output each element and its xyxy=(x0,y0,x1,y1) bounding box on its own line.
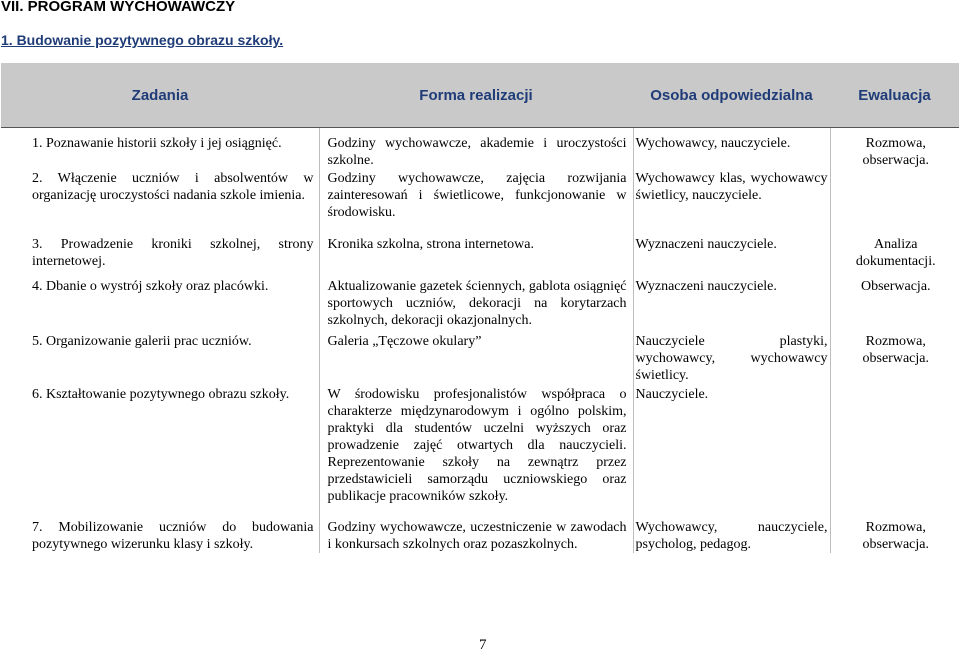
document-title: VII. PROGRAM WYCHOWAWCZY xyxy=(1,0,236,15)
form-cell: W środowisku profesjonalistów współpraca o charakterze międzynarodowym i ogólno polskim, praktyki dla studentów uczelni wyższych oraz prowadzenie zajęć otwartych dla nauczycieli. Reprezentowanie szkoły na zewnątrz przez przedstawicieli samorządu uczniowskiego oraz publikacje pracowników szkoły. xyxy=(319,386,633,519)
form-cell: Aktualizowanie gazetek ściennych, gablota osiągnięć sportowych uczniów, dekoracji na korytarzach szkolnych, dekoracji okazjonalnych. xyxy=(319,278,633,333)
evaluation-cell: Analiza dokumentacji. xyxy=(830,236,959,278)
task-cell: 1. Poznawanie historii szkoły i jej osiągnięć. xyxy=(32,136,282,151)
task-cell: 4. Dbanie o wystrój szkoły oraz placówki. xyxy=(32,279,269,294)
table-row xyxy=(1,128,959,170)
table-header-row xyxy=(1,63,959,128)
form-cell: Godziny wychowawcze, zajęcia rozwijania zainteresowań i świetlicowe, funkcjonowanie w środowisku. xyxy=(319,169,633,236)
table-row xyxy=(1,169,959,236)
evaluation-cell: Rozmowa, obserwacja. xyxy=(830,333,959,386)
form-cell: Godziny wychowawcze, akademie i uroczystości szkolne. xyxy=(319,128,633,170)
column-header-form: Forma realizacji xyxy=(319,63,633,128)
section-subtitle: 1. Budowanie pozytywnego obrazu szkoły. xyxy=(1,32,284,48)
task-cell: 2. Włączenie uczniów i absolwentów w organizację uroczystości nadania szkole imienia. xyxy=(32,171,314,203)
evaluation-cell xyxy=(830,169,959,236)
program-table xyxy=(1,63,959,553)
column-header-tasks: Zadania xyxy=(1,63,319,128)
task-cell: 6. Kształtowanie pozytywnego obrazu szkoły. xyxy=(32,387,290,402)
task-cell: 3. Prowadzenie kroniki szkolnej, strony internetowej. xyxy=(32,237,314,269)
table-row xyxy=(1,386,959,519)
person-cell: Wychowawcy, nauczyciele. xyxy=(633,128,830,170)
table-row xyxy=(1,333,959,386)
person-cell: Wyznaczeni nauczyciele. xyxy=(633,236,830,278)
table-row xyxy=(1,278,959,333)
table-row xyxy=(1,519,959,553)
form-cell: Kronika szkolna, strona internetowa. xyxy=(319,236,633,278)
person-cell: Wyznaczeni nauczyciele. xyxy=(633,278,830,333)
evaluation-cell: Rozmowa, obserwacja. xyxy=(830,128,959,170)
task-cell: 5. Organizowanie galerii prac uczniów. xyxy=(32,334,252,349)
person-cell: Nauczyciele plastyki, wychowawcy, wychowawcy świetlicy. xyxy=(633,333,830,386)
table-row xyxy=(1,236,959,278)
form-cell: Godziny wychowawcze, uczestniczenie w zawodach i konkursach szkolnych oraz pozaszkolnych. xyxy=(319,519,633,553)
column-header-person: Osoba odpowiedzialna xyxy=(633,63,830,128)
person-cell: Nauczyciele. xyxy=(633,386,830,519)
person-cell: Wychowawcy, nauczyciele, psycholog, pedagog. xyxy=(633,519,830,553)
person-cell: Wychowawcy klas, wychowawcy świetlicy, nauczyciele. xyxy=(633,169,830,236)
evaluation-cell xyxy=(830,386,959,519)
page-number: 7 xyxy=(479,637,487,653)
evaluation-cell: Obserwacja. xyxy=(830,278,959,333)
evaluation-cell: Rozmowa, obserwacja. xyxy=(830,519,959,553)
task-cell: 7. Mobilizowanie uczniów do budowania pozytywnego wizerunku klasy i szkoły. xyxy=(32,520,314,552)
form-cell: Galeria „Tęczowe okulary” xyxy=(319,333,633,386)
column-header-evaluation: Ewaluacja xyxy=(830,63,959,128)
